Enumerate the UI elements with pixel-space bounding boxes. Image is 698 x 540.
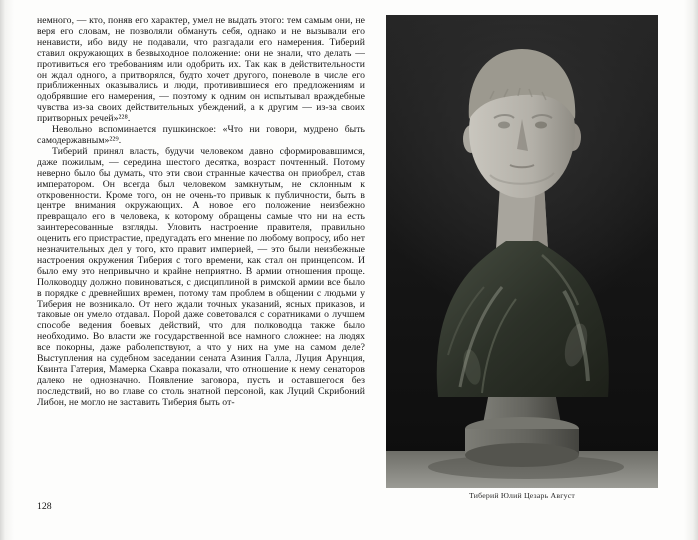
tiberius-bust-photo [386,15,658,500]
paragraph: немного, — кто, поняв его характер, умел не выдать этого: тем самым они, не веря его словам, не позволяли обмануть себя, однако и не вызывали его ненависти, ибо виду не подавали, что разгадали его намерения. Тиберий ставил окружающих в безвыходное положение: они не знали, что делать — противиться его требованиям или одобрить их. Так как в действительности он ждал одного, а притворялся, будто хочет другого, поневоле в числе его приближенных оказывались и люди, противившиеся его предложениям и одобрявшие его намерения, — поэтому к одним он испытывал враждебные чувства из-за своих действительных убеждений, а к другим — из-за своих притворных речей»²²⁸. [37,15,365,125]
photo-caption: Тиберий Юлий Цезарь Август [469,491,575,500]
paragraph: Тиберий принял власть, будучи человеком давно сформировавшимся, даже пожилым, — середина шестого десятка, возраст почтенный. Потому неверно было бы думать, что эти свои странные качества он приобрел, став императором. Он всегда был человеком замкнутым, не склонным к откровенности. Кроме того, он не очень-то привык к публичности, быть в центре внимания окружающих. А новое его положение неизбежно превращало его в человека, к которому обращены самые что ни на есть заинтересованные взгляды. Уловить настроение правителя, правильно оценить его пристрастие, предугадать его мнение по любому вопросу, ибо нет незначительных дел у того, кто правит империей, — это были неизбежные настроения окружения Тиберия с того времени, как стал он принцепсом. И было ему это непривычно и крайне неприятно. В армии отношения проще. Полководцу должно повиноваться, с дисциплиной в римской армии все было в порядке с древнейших времен, потому там проблем в общении с людьми у Тиберия не возникало. От него ждали точных указаний, ясных приказов, и таковые он умело отдавал. Порой даже советовался с соратниками о лучшем способе ведения боевых действий, что для полководца также было необходимо. Во власти же государственной все намного сложнее: на людях все покорны, даже раболепствуют, а что у них на уме на самом деле? Выступления на судебном заседании сената Азиния Галла, Луция Арунция, Квинта Гатерия, Мамерка Скавра показали, что отношение к нему сенаторов далеко не однозначно. Появление заговора, пусть и оставшегося без последствий, но во главе со столь знатной персоной, как Луций Скрибоний Либон, не могло не заставить Тиберия быть от- [37,145,365,408]
text-column [37,16,365,409]
paragraph: Невольно вспоминается пушкинское: «Что ни говори, мудрено быть самодержавным»²²⁹. [37,124,365,146]
tiberius-bust-image [386,15,658,488]
page-number: 128 [37,501,52,512]
